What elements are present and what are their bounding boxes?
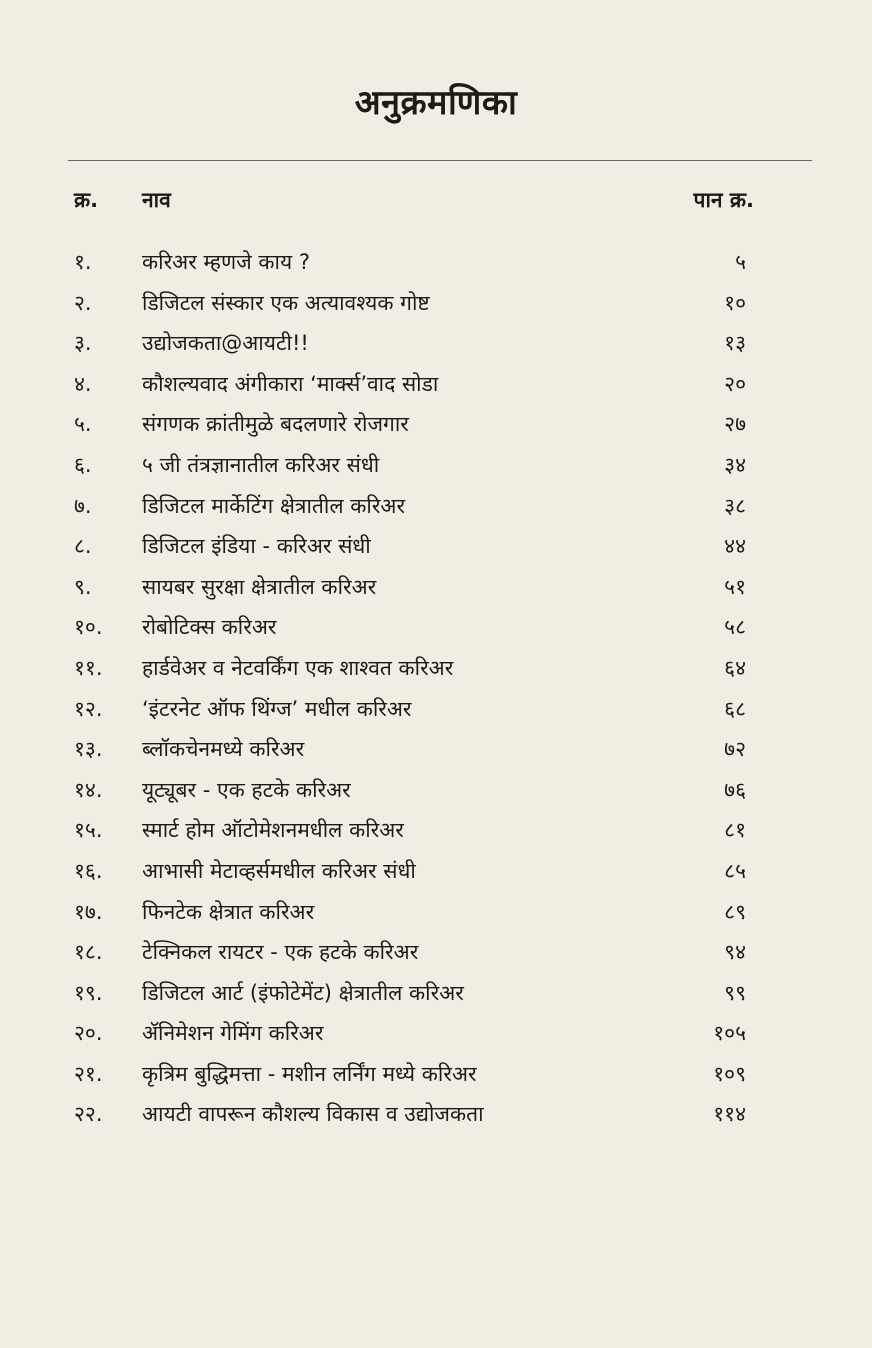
page-number: १०५ [713, 1021, 746, 1046]
chapter-number: १६. [74, 858, 103, 883]
page-number: १० [724, 290, 746, 315]
chapter-title: टेक्निकल रायटर - एक हटके करिअर [142, 940, 419, 965]
chapter-title: करिअर म्हणजे काय ? [142, 250, 310, 274]
chapter-number: ११. [74, 655, 103, 680]
chapter-number: २०. [74, 1021, 103, 1046]
table-row [0, 1096, 872, 1137]
chapter-number: ४. [74, 371, 92, 396]
chapter-number: १९. [74, 980, 103, 1005]
table-row [0, 975, 872, 1016]
table-row [0, 1015, 872, 1056]
chapter-number: १२. [74, 696, 103, 721]
chapter-title: ॲनिमेशन गेमिंग करिअर [142, 1021, 324, 1046]
page-number: ३४ [724, 452, 746, 477]
table-row [0, 894, 872, 935]
page-number: ४४ [724, 534, 746, 559]
page-number: ९९ [724, 980, 746, 1005]
chapter-number: १०. [74, 615, 103, 640]
table-row [0, 244, 872, 285]
page-number: ८५ [724, 858, 746, 883]
page-number: ६८ [724, 696, 746, 721]
chapter-number: १३. [74, 737, 103, 762]
chapter-title: डिजिटल संस्कार एक अत्यावश्यक गोष्ट [142, 290, 430, 315]
chapter-number: १७. [74, 899, 103, 924]
table-row [0, 609, 872, 650]
chapter-title: कौशल्यवाद अंगीकारा ‘मार्क्स’वाद सोडा [142, 371, 439, 396]
chapter-number: ६. [74, 452, 92, 477]
page-number: ७२ [724, 737, 746, 762]
table-row [0, 691, 872, 732]
chapter-title: ‘इंटरनेट ऑफ थिंग्ज’ मधील करिअर [142, 696, 412, 721]
page-number: ५१ [724, 574, 746, 599]
chapter-number: २२. [74, 1102, 103, 1127]
chapter-number: ७. [74, 493, 92, 518]
page-number: ९४ [724, 940, 746, 965]
contents-list [0, 244, 872, 1137]
chapter-number: ९. [74, 574, 92, 599]
header-page: पान क्र. [693, 188, 754, 212]
page-number: २७ [724, 412, 746, 437]
table-row [0, 731, 872, 772]
chapter-title: कृत्रिम बुद्धिमत्ता - मशीन लर्निंग मध्ये करिअर [142, 1061, 477, 1086]
page-title: अनुक्रमणिका [354, 83, 518, 123]
chapter-title: डिजिटल मार्केटिंग क्षेत्रातील करिअर [142, 493, 406, 518]
chapter-title: फिनटेक क्षेत्रात करिअर [142, 899, 315, 924]
page-number: ६४ [724, 655, 746, 680]
table-row [0, 366, 872, 407]
chapter-title: उद्योजकता@आयटी!! [142, 331, 309, 356]
table-row [0, 569, 872, 610]
table-row [0, 1056, 872, 1097]
chapter-title: सायबर सुरक्षा क्षेत्रातील करिअर [142, 574, 377, 599]
chapter-title: ब्लॉकचेनमध्ये करिअर [142, 737, 305, 762]
page-number: ११४ [713, 1102, 746, 1127]
chapter-number: ८. [74, 534, 92, 559]
chapter-title: डिजिटल इंडिया - करिअर संधी [142, 534, 371, 559]
chapter-title: हार्डवेअर व नेटवर्किंग एक शाश्वत करिअर [142, 655, 454, 680]
chapter-number: २. [74, 290, 92, 315]
table-row [0, 406, 872, 447]
page-number: २० [724, 371, 746, 396]
table-row [0, 934, 872, 975]
table-row [0, 488, 872, 529]
chapter-number: ५. [74, 412, 92, 437]
table-row [0, 772, 872, 813]
table-row [0, 853, 872, 894]
table-row [0, 447, 872, 488]
chapter-number: १. [74, 250, 92, 274]
chapter-number: ३. [74, 331, 92, 356]
page-number: ५८ [724, 615, 746, 640]
table-header [0, 186, 872, 218]
table-row [0, 528, 872, 569]
chapter-number: १५. [74, 818, 103, 843]
page-number: ५ [735, 250, 746, 274]
table-row [0, 650, 872, 691]
table-row [0, 325, 872, 366]
page-number: ८१ [724, 818, 746, 843]
chapter-title: रोबोटिक्स करिअर [142, 615, 277, 640]
header-divider [68, 160, 812, 161]
header-number: क्र. [74, 188, 99, 212]
chapter-title: संगणक क्रांतीमुळे बदलणारे रोजगार [142, 412, 409, 437]
chapter-number: १४. [74, 777, 103, 802]
page-number: ३८ [724, 493, 746, 518]
page-number: १०९ [713, 1061, 746, 1086]
header-name: नाव [142, 188, 171, 212]
chapter-title: यूट्यूबर - एक हटके करिअर [142, 777, 351, 802]
page-number: १३ [724, 331, 746, 356]
table-row [0, 285, 872, 326]
chapter-title: ५ जी तंत्रज्ञानातील करिअर संधी [142, 452, 380, 477]
chapter-number: २१. [74, 1061, 103, 1086]
page-number: ७६ [724, 777, 746, 802]
chapter-title: आयटी वापरून कौशल्य विकास व उद्योजकता [142, 1102, 484, 1127]
chapter-title: डिजिटल आर्ट (इंफोटेमेंट) क्षेत्रातील करिअर [142, 980, 464, 1005]
chapter-title: आभासी मेटाव्हर्समधील करिअर संधी [142, 858, 416, 883]
table-row [0, 812, 872, 853]
chapter-number: १८. [74, 940, 103, 965]
page-number: ८९ [724, 899, 746, 924]
chapter-title: स्मार्ट होम ऑटोमेशनमधील करिअर [142, 818, 404, 843]
